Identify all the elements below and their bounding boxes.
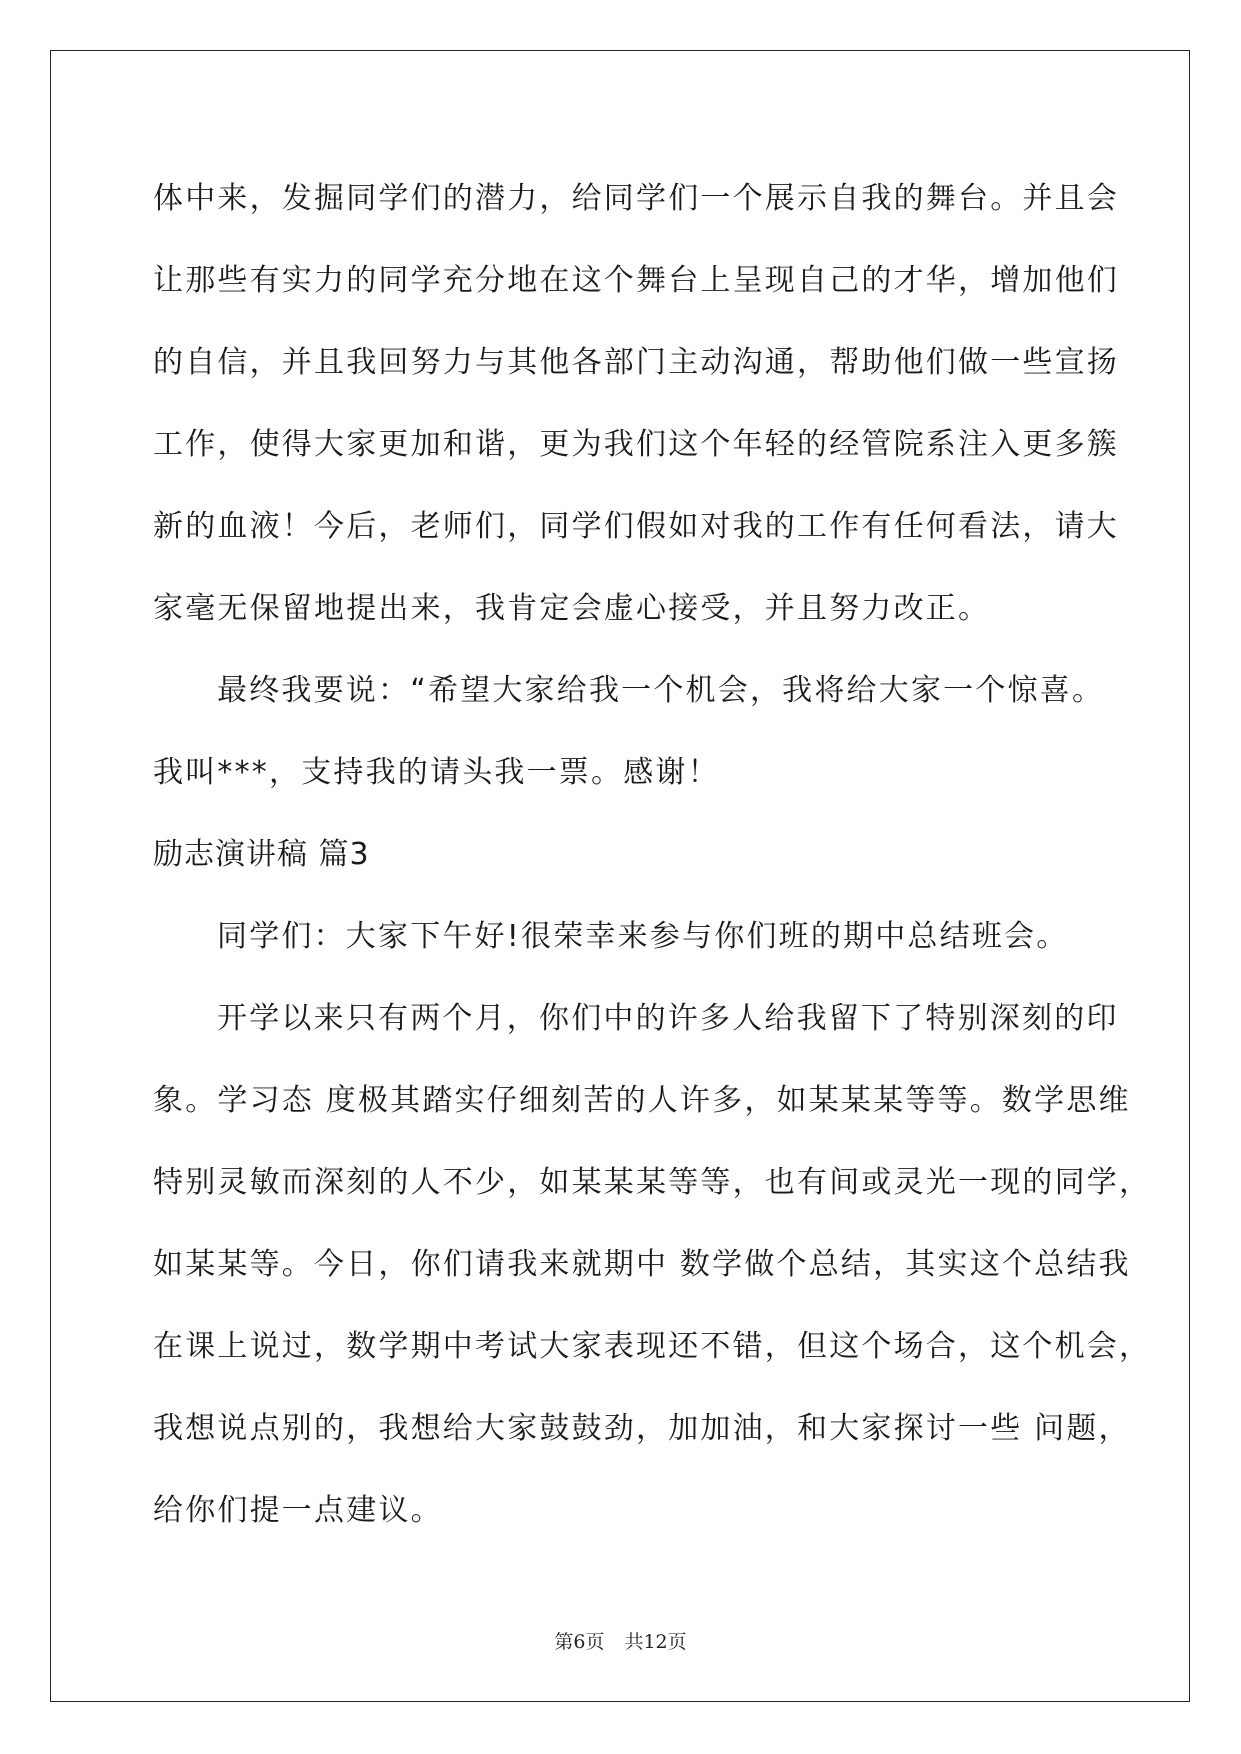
text-line-6: 家毫无保留地提出来，我肯定会虚心接受，并且努力改正。 bbox=[153, 591, 991, 626]
text-line-16: 我想说点别的，我想给大家鼓鼓劲，加加油，和大家探讨一些 问题， bbox=[153, 1411, 1131, 1446]
text-line-11: 开学以来只有两个月，你们中的许多人给我留下了特别深刻的印 bbox=[217, 1001, 1119, 1036]
text-line-4: 工作，使得大家更加和谐，更为我们这个年轻的经管院系注入更多簇 bbox=[153, 427, 1119, 462]
text-line-2: 让那些有实力的同学充分地在这个舞台上呈现自己的才华，增加他们 bbox=[153, 263, 1119, 298]
text-line-17: 给你们提一点建议。 bbox=[153, 1493, 443, 1528]
text-line-7: 最终我要说：“希望大家给我一个机会，我将给大家一个惊喜。 bbox=[217, 673, 1105, 708]
page-total: 共12页 bbox=[624, 1631, 687, 1653]
page-number: 第6页 bbox=[554, 1631, 605, 1653]
document-body bbox=[153, 158, 1152, 1552]
text-line-13: 特别灵敏而深刻的人不少，如某某某等等，也有间或灵光一现的同学， bbox=[153, 1165, 1152, 1200]
section-heading: 励志演讲稿 篇3 bbox=[153, 837, 370, 872]
text-line-8: 我叫***，支持我的请头我一票。感谢！ bbox=[153, 755, 720, 790]
page-footer bbox=[0, 1627, 1241, 1654]
text-line-5: 新的血液！今后，老师们，同学们假如对我的工作有任何看法，请大 bbox=[153, 509, 1119, 544]
text-line-10: 同学们：大家下午好!很荣幸来参与你们班的期中总结班会。 bbox=[217, 919, 1069, 954]
text-line-14: 如某某等。今日，你们请我来就期中 数学做个总结，其实这个总结我 bbox=[153, 1247, 1131, 1282]
text-line-3: 的自信，并且我回努力与其他各部门主动沟通，帮助他们做一些宣扬 bbox=[153, 345, 1119, 380]
text-line-12: 象。学习态 度极其踏实仔细刻苦的人许多，如某某某等等。数学思维 bbox=[153, 1083, 1131, 1118]
text-line-15: 在课上说过，数学期中考试大家表现还不错，但这个场合，这个机会， bbox=[153, 1329, 1152, 1364]
text-line-1: 体中来，发掘同学们的潜力，给同学们一个展示自我的舞台。并且会 bbox=[153, 181, 1119, 216]
